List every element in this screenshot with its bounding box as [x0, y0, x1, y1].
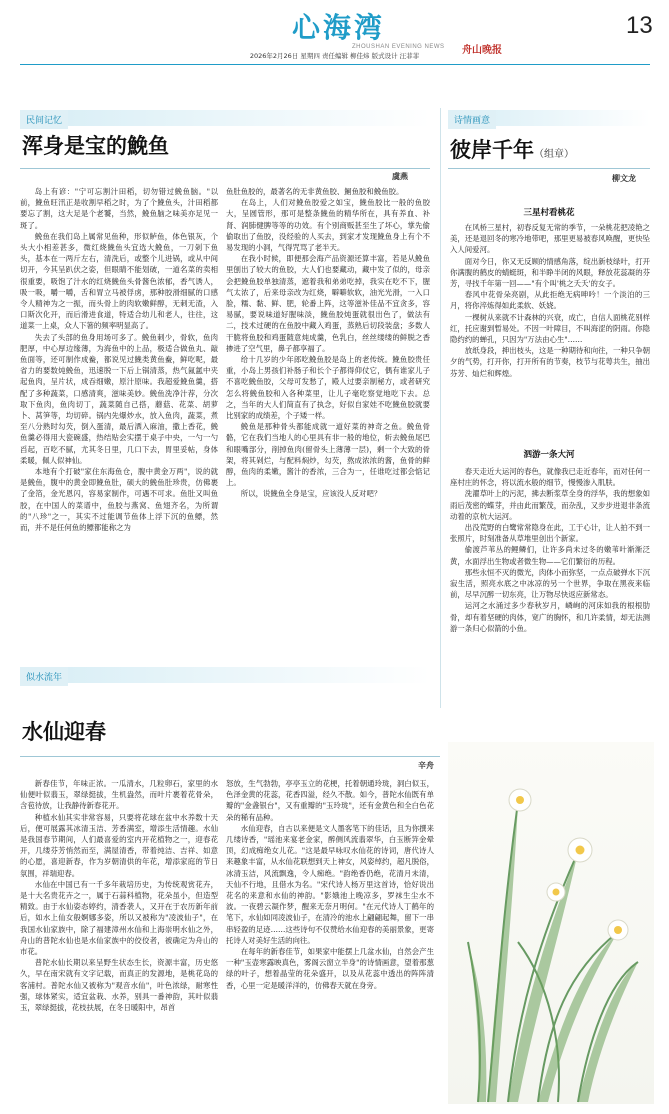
poem-title-suffix: （组章） — [534, 149, 574, 160]
author-yuyan: 虞燕 — [392, 172, 408, 181]
article1-column-2 — [226, 186, 430, 641]
title-rule-3 — [20, 756, 440, 757]
article-title-poem — [450, 134, 574, 164]
paragraph: 失去了头部的鱼身用场可多了。鮸鱼刺少，骨软，鱼肉肥厚，中心厚边缘薄，为海鱼中的上品，极适合做鱼丸、敲鱼面等，还可制作成鲞，都说见过鮸类黄鱼鲞，鲜吃呢，最省力的要数炖鮸鱼，迅速脱一下后上锅清蒸，热气氤氲中夹起鱼肉，呈片状，成吞细嫩，原汁原味。我超爱鮸鱼羹，搭配了多种蔬菜，口感清爽，滋味美妙。鮸鱼洗净汁荐，分次取下鱼肉，鱼肉切丁，蔬菜随自己搭，蘑菇、花菜、胡萝卜、莴笋等，均切碎。锅内先爆炒水，放入鱼肉，蔬菜，煮至八分熟时勾芡，倒入蛋清，最后洒入麻油，撒上香花，鮸鱼羹必得用大瓷碗盛，热结贴会实摆于桌子中央，一勺一勺舀起，百吃不腻，尤其冬日里，几口下去，胃里妥帖，身体柔暖，佩人似神仙。 — [20, 332, 218, 465]
article3-column-1 — [20, 778, 218, 1108]
title-rule-2 — [448, 168, 650, 169]
header-divider — [20, 64, 650, 65]
paragraph: 种植水仙其实非常容易，只要将花球在盆中水养数十天后，便可展露其冰清玉洁、芳香满室，增添生活情趣。水仙是我国春节期间，人们最喜爱的室内开花植物之一，迎春花开，几缕芬芳悄然而至，满屋清香，带着纯洁、吉祥、如意的心愿，喜迎新春，作为岁朝清供的年花，增添家庭的节日氛围，祥瑞迎春。 — [20, 812, 218, 878]
paragraph: 岛上有谚："宁可忘割汁田稻，切勿错过鮸鱼脑。"以前，鮸鱼旺汛正是收割早稻之时，为了个鮸鱼头，汁田稻都要忘了割，这大足是个老饕，当然，鮸鱼脑之味美亦足见一斑了。 — [20, 187, 218, 230]
paragraph: 水仙迎春，自古以来便是文人墨客笔下的佳话，且为你撰来几缕诗香，"瑶池来宴老金家，醉侧风流翡翠华，白玉断笄金晕顶，幻成痴绝女儿花。"这是最早咏叹水仙花的诗词，唐代诗人来趣象丰富，从水仙花联想到天上神女，风姿绰约，超凡脱俗，冰清玉洁，风流飘逸，令人痴绝。"韵绝香仍绝，花清月未清，天仙不行地，且借水为名。"宋代诗人杨万里这首诗，恰好说出花名的来意和水仙的神韵。"影娥池上晚凉多，罗袜生尘水不波。一夜碧云凝作梦，醒来无奈月明何。"在元代诗人丁鹤年的笔下，水仙如同凌波仙子，在清冷的池水上翩翩起舞，留下一串串轻盈的足迹……这些诗句不仅赞给水仙迎春的美丽景象，更寄托诗人对美好生活的向往。 — [226, 823, 434, 945]
paragraph: 在岛上，人们对鮸鱼胶爱之如宝，鮸鱼胶比一般的鱼胶大，呈圆管形，那可是整条鮸鱼的精华所在，具有养血、补肾、润肺健脾等等的功效。有个别商贩甚至生了坏心，掌先偷偷取出了鱼胶，没经验的人买去，到家才发现鮸鱼身上有个不易发现的小洞，气得咒骂了老半天。 — [226, 198, 430, 253]
paragraph: 春天走近大运河的春色，就像我已走近春年，而对任何一座村庄的怀念，将以流水般的细节，慢慢渗入肌肤。 — [450, 467, 650, 488]
poem-title: 彼岸千年 — [450, 138, 534, 162]
article1-column-1 — [20, 186, 218, 641]
poem-subhead-2: 泗游一条大河 — [523, 450, 575, 460]
article3-column-2 — [226, 778, 434, 1108]
paragraph: 偷渡芦苇丛的鲤鳞们，让许多尚未过冬的嫩苇叶渐渐泛黄，水面浮出生物或者微生物——它们繁衍的历程。 — [450, 545, 650, 566]
section-tag-memory: 民间记忆 — [20, 110, 68, 129]
poem-subhead-1: 三星村看桃花 — [523, 208, 575, 218]
author-liuwenlong: 柳文龙 — [612, 174, 636, 183]
paragraph: 一棵树从来就不计森林的兴衰，成亡，自信人面桃花别样红，托应谢到暂易处。不因一叶障目，不叫海涩的阴雨。你隐隐约约的蝉孔，只因为"万法由心生"…… — [450, 312, 650, 345]
section-tag-poetry: 诗情画意 — [448, 110, 496, 129]
narcissus-illustration — [448, 742, 654, 1104]
narcissus-icon — [448, 742, 654, 1104]
masthead-brand: 舟山晚报 — [462, 45, 502, 56]
article-title-narcissus: 水仙迎春 — [22, 720, 106, 744]
paragraph: 那些永恒不灭的微光，肉体小而弥坚，一点点破弹水下沉寂生活，照亮水底之中冰凉的另一个世界，争取在黑夜来临前，尽早沉醉一切东亮，让万物尽快返应新常态。 — [450, 567, 650, 600]
poem-section-2 — [450, 466, 650, 716]
paragraph: 给十几岁的少年郎吃鮸鱼胶是岛上的老传统。鮸鱼胶贵任重，小岛上男孩们补肠子和长个子都得仰仗它，偶有谁家儿子不喜吃鮸鱼胶，父母可发愁了，殿人过要亲制秘方，或者研究怎么将鮸鱼胶和入各种菜里，让儿子毫吃察觉地吃下去。总之，当年的大人们简直有了执念，好似自家娃不吃鮸鱼胶就要比别家的成绩差，个子矮一样。 — [226, 355, 430, 421]
title-rule-1 — [20, 168, 430, 169]
paragraph: 面对今日，你又无反顾的情感角落，绽出新枝绿叶，打开你满腹的鹤皮的蜻蜓斑，和半睁半闭的风眼，释放花蕊凝的芬芳，寻找千年第一回——"有个叫'桃之夭夭'的女子。 — [450, 256, 650, 289]
paragraph: 洗濯草叶上的污泥，拂去断浆草全身的浮华，我的想象如雨后茂密的蝶芽，并由此而繁茂，而杂乱，又步步进退非条流动着的京杭大运河。 — [450, 489, 650, 521]
masthead-subtitle: ZHOUSHAN EVENING NEWS — [352, 44, 445, 50]
page-number: 13 — [626, 12, 653, 39]
issue-info: 2026年2月26日 星期四 责任编辑 柳佳炜 版式设计 汪菲菲 — [249, 52, 420, 60]
paragraph: 放纸身段，抻出枝头，这是一种期待和向往，一种只争朝夕的气势，打开你，打开所有的节奏，枝节与花萼共生，抽出芬芳、灿烂和辉煌。 — [450, 346, 650, 378]
paragraph: 鮸鱼是那种骨头都能成就一道好菜的神奇之鱼。鮸鱼骨骼，它在我们当地人的心里具有非一般的地位，斩去鮸鱼尾巴和眼嘴部分，削掉鱼肉(留骨头上薄薄一层)，剩一个大致的骨架，将其剁烂，与配料焖炒，勾芡，熬成浓浓的酱，鱼骨的鲜醇，鱼肉的柔嫩，酱汁的香浓，三合为一，任谁吃过都会惦记上。 — [226, 422, 430, 488]
paragraph: 在风桥三星村，初春反复无常的季节，一朵桃花把凌艳之美，还是退回冬的寒冷地带吧，那里更易被春风唤醒，更快坠入人间爱河。 — [450, 223, 650, 255]
poem-section-1 — [450, 222, 650, 418]
paragraph: 运河之水涌过多少春秋岁月，嶙峋的河床如我的根根肋骨，却有着坚硬的肉体，宽广的胸怀，和几许柔情，却无法测游一条归心似箭的小鱼。 — [450, 601, 650, 633]
paragraph: 在我小时候，即便那会海产品资源还算丰富，若是从鮸鱼里刨出了较大的鱼胶，大人们也要藏动，藏中发了似的，母亲会把鮸鱼胶单独清蒸，遮着我和弟弟吃掉，我实在吃不下，腥气太浓了，后来母亲改为红烧，噼噼软软，油光光滑，一入口脸，糯、黏、鲜、肥，轮番上阵，这等滋补佳品不宜贪多，容易腻，要说味道好腥味淡，鮸鱼胶炖蛋就很出色了，做法有二，技术过硬的在鱼胶中藏入鸡蛋，蒸熟后切段装盘；多数人干脆将鱼胶和鸡蛋随意炖成羹，色乳白，丝丝缕缕的鲜脱之香掺进了空气里，鼻子都享福了。 — [226, 254, 430, 353]
section-band-3 — [20, 667, 430, 683]
section-tag-time: 似水流年 — [20, 667, 68, 686]
paragraph: 普陀水仙长期以来呈野生状态生长，资源丰富，历史悠久，早在南宋就有文字记载，而真正的发源地，是桃花岛的客浦村。普陀水仙又被称为"观音水仙"，叶色浓绿，耐寒性强，球体紧实，适宜盆栽、水养，别具一番神韵，其叶似翡玉，翠绿挺拔，花枝扶展，在冬日暖阳中，昂首 — [20, 958, 218, 1013]
paragraph: 鮸鱼在我们岛上属常见鱼种，形似鲈鱼，体色银灰，个头大小相差甚多，微红烧鮸鱼头宜选大鮸鱼，一刀剁下鱼头，基本在一两斤左右，清洗后，或整个儿进锅，或从中间切开，今其呈趴伏之姿，但眼睛不能划破，一道名菜的卖相很重要，吸饱了汁水的红烧鮸鱼头骨酱色浓郁，香气诱人，吸一吸，嚼一嚼，舌和胃立马被俘虏，那种胶滑细腻的口感令人精神为之一振，而头骨上的肉软嫩鲜醇，无刺无渣，入口斯次化开，而后滑进食道，特适合幼儿和老人，往往，这道菜一上桌，众人下箸的频率明显高了。 — [20, 231, 218, 331]
section-band-1 — [20, 110, 430, 126]
paragraph: 水仙在中国已有一千多年栽培历史，为传统观赏花卉，是十大名贵花卉之一，属于石蒜科植物，花朵虽小，但造型精致。由于水仙姿态婷约，清香袭人，又开在于农历新年前后，如水上仙女般婀娜多姿，所以又被称为"凌波仙子"，在我国水仙家族中，除了福建漳州水仙和上海崇明水仙之外，舟山的普陀水仙也是水仙家族中的佼佼者，被确定为舟山的市花。 — [20, 879, 218, 957]
paragraph: 出没荒野的白鹭常常隐身在此，工于心计，让人拍不到一张照片，时刻准备从草堆里创出个新家。 — [450, 523, 650, 544]
article-title-fish: 浑身是宝的鮸鱼 — [22, 134, 169, 158]
author-xinzhou: 辛舟 — [418, 761, 434, 770]
paragraph: 本地有个打破"家住东海鱼仓，腹中黄金万两"，说的就是鮸鱼，腹中的黄金即鮸鱼肚，硕大的鮸鱼肚珍贵，仿佛裹了金箔，金光恩闪，容易家制作，可遇不可求。鱼肚又叫鱼胶，在中国人的菜谱中，鱼胶与燕窝、鱼翅齐名，为所谓的"八珍"之一，其实不过能调节鱼体上浮下沉的鱼鳔，然而，并不是任何鱼的鳔都能称之为 — [20, 467, 218, 533]
paragraph: 所以，说鮸鱼全身是宝，应该没人反对吧？ — [240, 489, 382, 499]
column-divider — [440, 108, 441, 708]
paragraph: 在每年的新春佳节，如果家中能摆上几盆水仙，自然会产生一种"玉壶寒露映真色，雾阁云窗立半身"的诗情画意，望着那葱绿的叶子，想着晶莹的花朵盛开，以及从花蕊中透出的阵阵清香，心里一定是暖洋洋的，仿佛春天就在身旁。 — [226, 947, 434, 990]
masthead-title: 心海湾 — [292, 11, 386, 44]
paragraph: 怒放，生气勃勃，亭亭玉立的花梗，托着朝通玲珑，洞白似玉，色泽金黄的花蕊，花香四溢，经久不散。如今，普陀水仙既有单瓣的"金盏银台"，又有重瓣的"玉玲珑"，还有金黄色和全白色花朵的稀有品种。 — [226, 779, 434, 822]
paragraph: 春风中花骨朵亮剧，从此拒绝无病呻吟！一个淡泊的三月，将你淬炼得如此柔软、妖娆。 — [450, 290, 650, 311]
paragraph: 鱼肚鱼胶的，最著名的无非黄鱼胶、鮰鱼胶和鮸鱼胶。 — [226, 187, 404, 196]
paragraph: 新春佳节，年味正浓。一瓜清水，几粒卵石，家里的水仙便叶似翡玉，翠绿挺拔，生机盎然，而叶片裹着花骨朵，含苞待放，让我静待新春花开。 — [20, 779, 218, 811]
